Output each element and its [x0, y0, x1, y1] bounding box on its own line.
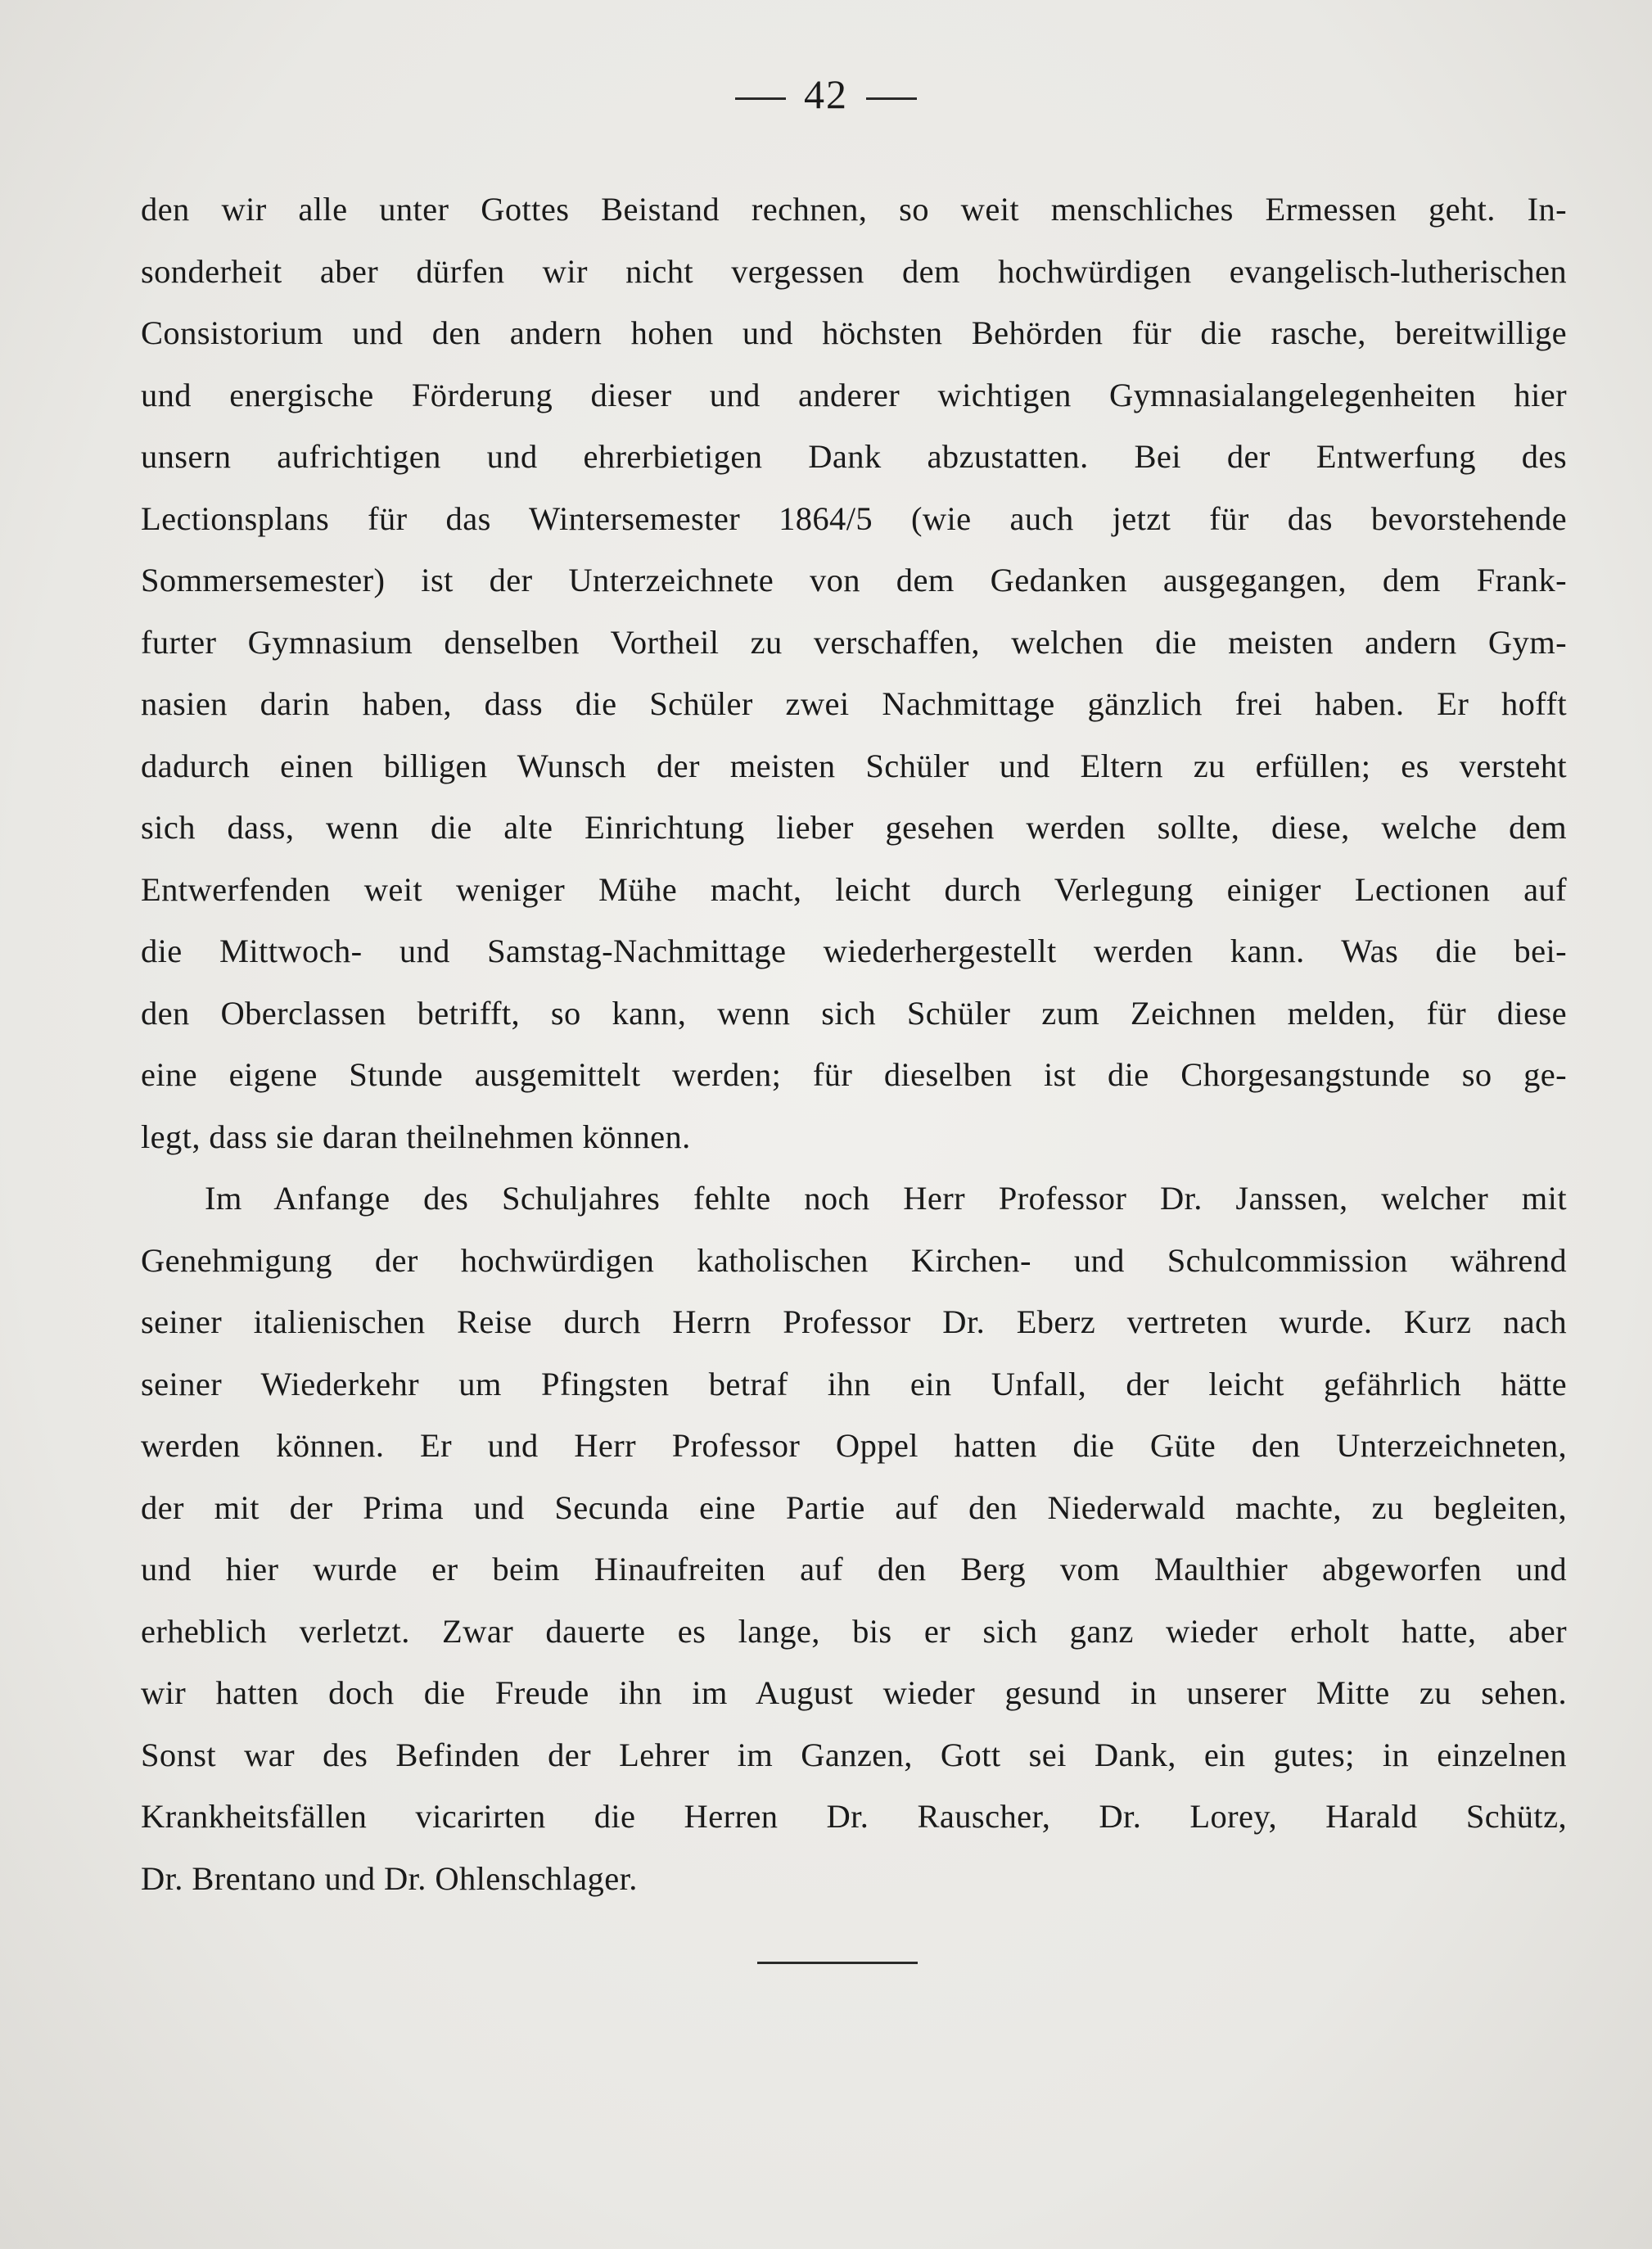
text-line: den wir alle unter Gottes Beistand rechnen, so weit menschliches Ermessen geht. In-	[141, 191, 1567, 228]
page-number-dash-left	[735, 97, 786, 100]
text-line: Entwerfenden weit weniger Mühe macht, leicht durch Verlegung einiger Lectionen auf	[141, 870, 1567, 908]
body-text	[141, 178, 1567, 1909]
page-number-dash-right	[866, 97, 917, 100]
text-line: wir hatten doch die Freude ihn im August wieder gesund in unserer Mitte zu sehen.	[141, 1674, 1567, 1711]
text-line: Sonst war des Befinden der Lehrer im Ganzen, Gott sei Dank, ein gutes; in einzelnen	[141, 1736, 1567, 1773]
page-number-value: 42	[804, 71, 848, 117]
end-rule	[757, 1962, 918, 1964]
text-line: dadurch einen billigen Wunsch der meisten Schüler und Eltern zu erfüllen; es versteht	[141, 747, 1567, 784]
text-line: Sommersemester) ist der Unterzeichnete von dem Gedanken ausgegangen, dem Frank-	[141, 562, 1567, 598]
text-line: der mit der Prima und Secunda eine Partie auf den Niederwald machte, zu begleiten,	[141, 1488, 1567, 1526]
text-line: Consistorium und den andern hohen und höchsten Behörden für die rasche, bereitwillige	[141, 314, 1567, 351]
text-line: Krankheitsfällen vicarirten die Herren Dr. Rauscher, Dr. Lorey, Harald Schütz,	[141, 1798, 1567, 1835]
text-line: nasien darin haben, dass die Schüler zwei Nachmittage gänzlich frei haben. Er hofft	[141, 685, 1567, 722]
text-line: furter Gymnasium denselben Vortheil zu verschaffen, welchen die meisten andern Gym-	[141, 623, 1567, 661]
page-number	[0, 70, 1652, 118]
text-line: Dr. Brentano und Dr. Ohlenschlager.	[141, 1859, 638, 1897]
text-line: seiner Wiederkehr um Pfingsten betraf ihn ein Unfall, der leicht gefährlich hätte	[141, 1365, 1567, 1402]
text-line: und hier wurde er beim Hinaufreiten auf den Berg vom Maulthier abgeworfen und	[141, 1551, 1567, 1587]
text-line: Im Anfange des Schuljahres fehlte noch Herr Professor Dr. Janssen, welcher mit	[205, 1180, 1567, 1217]
text-line: Lectionsplans für das Wintersemester 1864/5 (wie auch jetzt für das bevorstehende	[141, 499, 1567, 537]
text-line: unsern aufrichtigen und ehrerbietigen Dank abzustatten. Bei der Entwerfung des	[141, 438, 1567, 475]
text-line: und energische Förderung dieser und anderer wichtigen Gymnasialangelegenheiten hier	[141, 376, 1567, 413]
paragraph-2	[141, 1167, 1567, 1909]
text-line: sonderheit aber dürfen wir nicht vergessen dem hochwürdigen evangelisch-lutherischen	[141, 252, 1567, 290]
paragraph-1	[141, 178, 1567, 1167]
text-line: sich dass, wenn die alte Einrichtung lieber gesehen werden sollte, diese, welche dem	[141, 809, 1567, 846]
text-line: legt, dass sie daran theilnehmen können.	[141, 1118, 691, 1155]
text-line: werden können. Er und Herr Professor Oppel hatten die Güte den Unterzeichneten,	[141, 1427, 1567, 1464]
text-line: seiner italienischen Reise durch Herrn Professor Dr. Eberz vertreten wurde. Kurz nach	[141, 1303, 1567, 1340]
text-line: eine eigene Stunde ausgemittelt werden; für dieselben ist die Chorgesangstunde so ge-	[141, 1056, 1567, 1093]
text-line: die Mittwoch- und Samstag-Nachmittage wiederhergestellt werden kann. Was die bei-	[141, 933, 1567, 969]
text-line: den Oberclassen betrifft, so kann, wenn sich Schüler zum Zeichnen melden, für diese	[141, 994, 1567, 1032]
text-line: Genehmigung der hochwürdigen katholischen Kirchen- und Schulcommission während	[141, 1241, 1567, 1279]
text-line: erheblich verletzt. Zwar dauerte es lange, bis er sich ganz wieder erholt hatte, aber	[141, 1612, 1567, 1650]
